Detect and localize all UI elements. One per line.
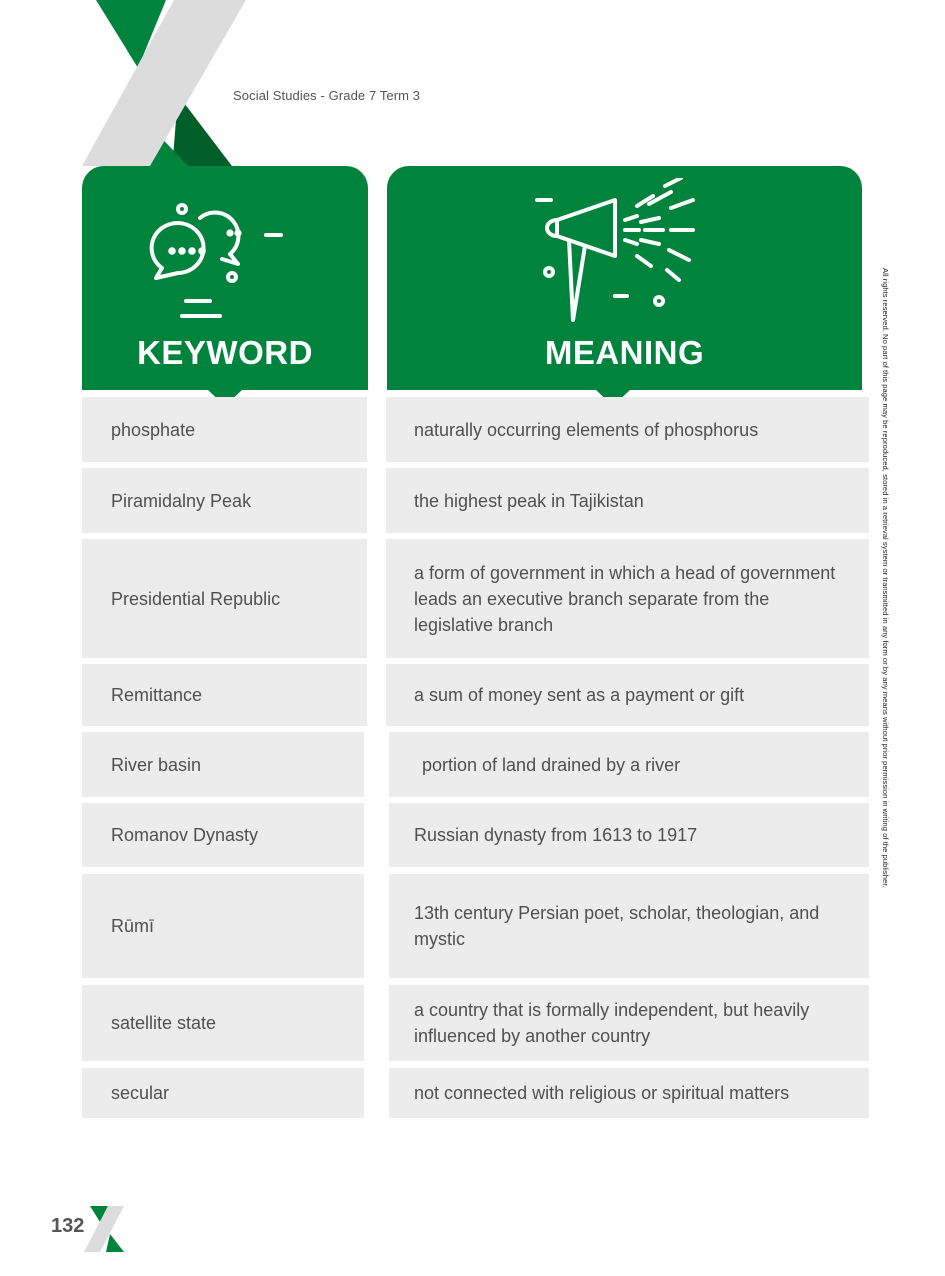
table-row-keyword: Presidential Republic	[82, 539, 367, 658]
megaphone-icon	[529, 178, 719, 328]
table-row-meaning: Russian dynasty from 1613 to 1917	[389, 803, 869, 867]
copyright-notice: All rights reserved. No part of this page may be reproduced, stored in a retrieval system or transmitted in any form or by any means without prior permission in writing of the publisher.	[881, 268, 890, 888]
table-row-keyword: phosphate	[82, 397, 367, 462]
table-row-meaning: the highest peak in Tajikistan	[386, 468, 869, 533]
meaning-column-header	[387, 166, 862, 390]
table-row-keyword: Piramidalny Peak	[82, 468, 367, 533]
speech-bubbles-icon	[148, 196, 298, 326]
publisher-logo-bottom	[84, 1206, 126, 1252]
running-head: Social Studies - Grade 7 Term 3	[233, 88, 421, 103]
keyword-column-header	[82, 166, 368, 390]
table-row-keyword: Romanov Dynasty	[82, 803, 364, 867]
table-row-meaning: portion of land drained by a river	[389, 732, 869, 797]
table-row-keyword: River basin	[82, 732, 364, 797]
table-row-meaning: a sum of money sent as a payment or gift	[386, 664, 869, 726]
meaning-title: MEANING	[544, 334, 705, 371]
table-row-meaning: a form of government in which a head of government leads an executive branch separate from the legislative branch	[386, 539, 869, 658]
table-row-meaning: a country that is formally independent, but heavily influenced by another country	[389, 985, 869, 1061]
publisher-logo-top	[80, 0, 250, 170]
table-row-keyword: Rūmī	[82, 874, 364, 978]
table-row-keyword: Remittance	[82, 664, 367, 726]
table-row-meaning: not connected with religious or spiritual matters	[389, 1068, 869, 1118]
table-row-meaning: naturally occurring elements of phosphorus	[386, 397, 869, 462]
keyword-title: KEYWORD	[137, 334, 313, 371]
table-row-keyword: satellite state	[82, 985, 364, 1061]
table-row-keyword: secular	[82, 1068, 364, 1118]
page-number: 132	[51, 1215, 85, 1237]
table-row-meaning: 13th century Persian poet, scholar, theologian, and mystic	[389, 874, 869, 978]
